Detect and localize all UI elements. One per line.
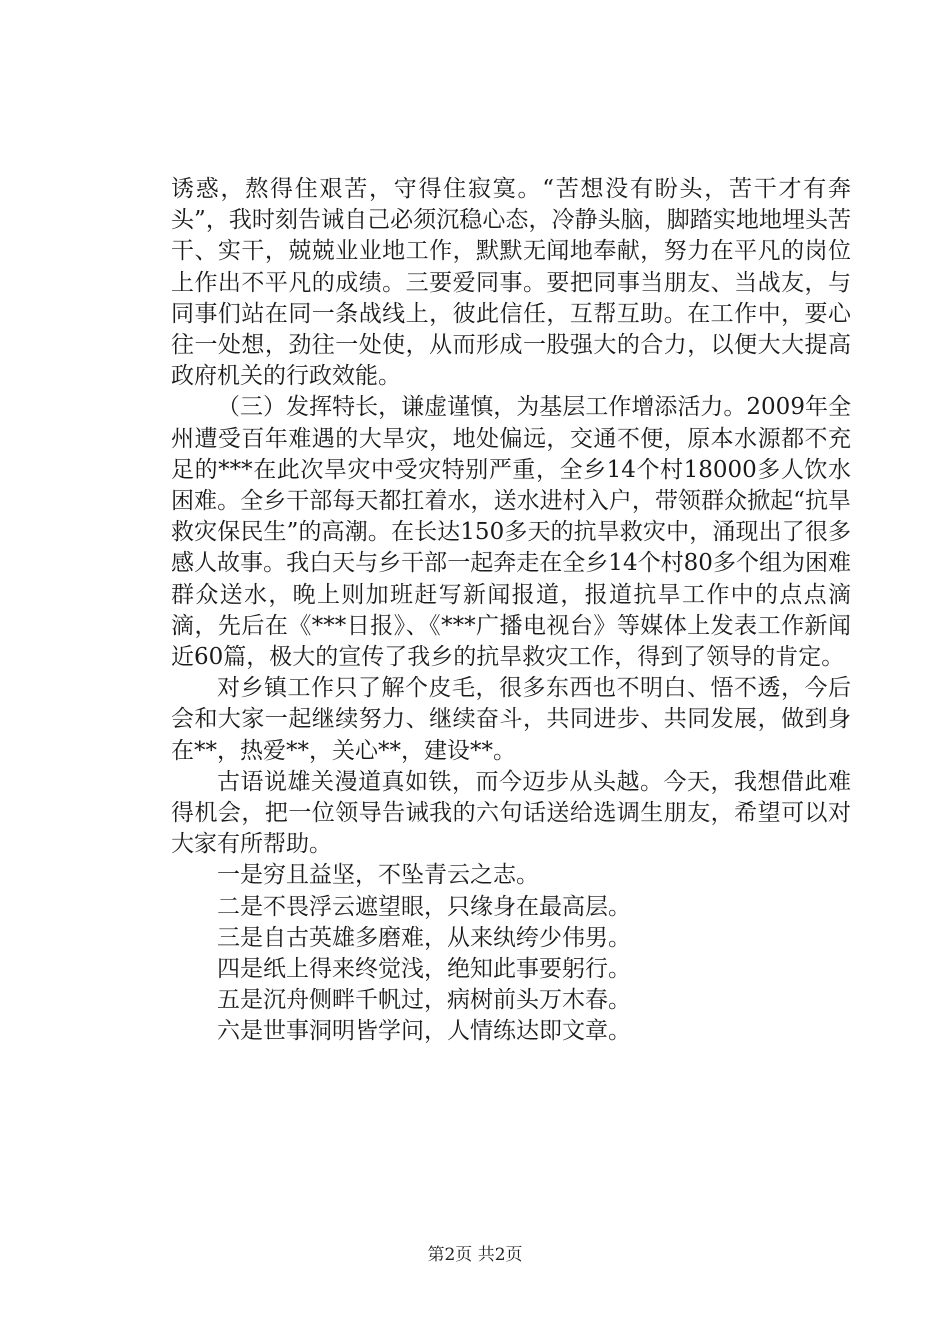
saying-three: 三是自古英雄多磨难，从来纨绔少伟男。 <box>217 924 631 951</box>
paragraph-continued: 诱惑，熬得住艰苦，守得住寂寞。“苦想没有盼头，苦干才有奔头”，我时刻告诫自己必须沉稳心态，冷静头脑，脚踏实地地埋头苦干、实干，兢兢业业地工作，默默无闻地奉献，努力在平凡的岗位上作出不平凡的成绩。三要爱同事。要把同事当朋友、当战友，与同事们站在同一条战线上，彼此信任，互帮互助。在工作中，要心往一处想，劲往一处使，从而形成一股强大的合力，以便大大提高政府机关的行政效能。 <box>171 176 851 390</box>
paragraph-proverb: 古语说雄关漫道真如铁，而今迈步从头越。今天，我想借此难得机会，把一位领导告诫我的六句话送给选调生朋友，希望可以对大家有所帮助。 <box>171 768 851 858</box>
saying-four: 四是纸上得来终觉浅，绝知此事要躬行。 <box>217 956 631 983</box>
page-footer <box>0 1244 950 1266</box>
document-body <box>171 174 851 1048</box>
saying-one: 一是穷且益坚，不坠青云之志。 <box>217 862 539 889</box>
saying-six: 六是世事洞明皆学问，人情练达即文章。 <box>217 1018 631 1045</box>
page-number-label: 第2页 共2页 <box>427 1245 523 1265</box>
paragraph-township-work: 对乡镇工作只了解个皮毛，很多东西也不明白、悟不透，今后会和大家一起继续努力、继续奋斗，共同进步、共同发展，做到身在**，热爱**，关心**，建设**。 <box>171 675 851 764</box>
saying-two: 二是不畏浮云遮望眼，只缘身在最高层。 <box>217 893 631 920</box>
paragraph-section-three: （三）发挥特长，谦虚谨慎，为基层工作增添活力。2009年全州遭受百年难遇的大旱灾，地处偏远，交通不便，原本水源都不充足的***在此次旱灾中受灾特别严重，全乡14个村18000多人饮水困难。全乡干部每天都扛着水，送水进村入户，带领群众掀起“抗旱救灾保民生”的高潮。在长达150多天的抗旱救灾中，涌现出了很多感人故事。我白天与乡干部一起奔走在全乡14个村80多个组为困难群众送水，晚上则加班赶写新闻报道，报道抗旱工作中的点点滴滴，先后在《***日报》、《***广播电视台》等媒体上发表工作新闻近60篇，极大的宣传了我乡的抗旱救灾工作，得到了领导的肯定。 <box>171 394 851 671</box>
saying-five: 五是沉舟侧畔千帆过，病树前头万木春。 <box>217 987 631 1014</box>
